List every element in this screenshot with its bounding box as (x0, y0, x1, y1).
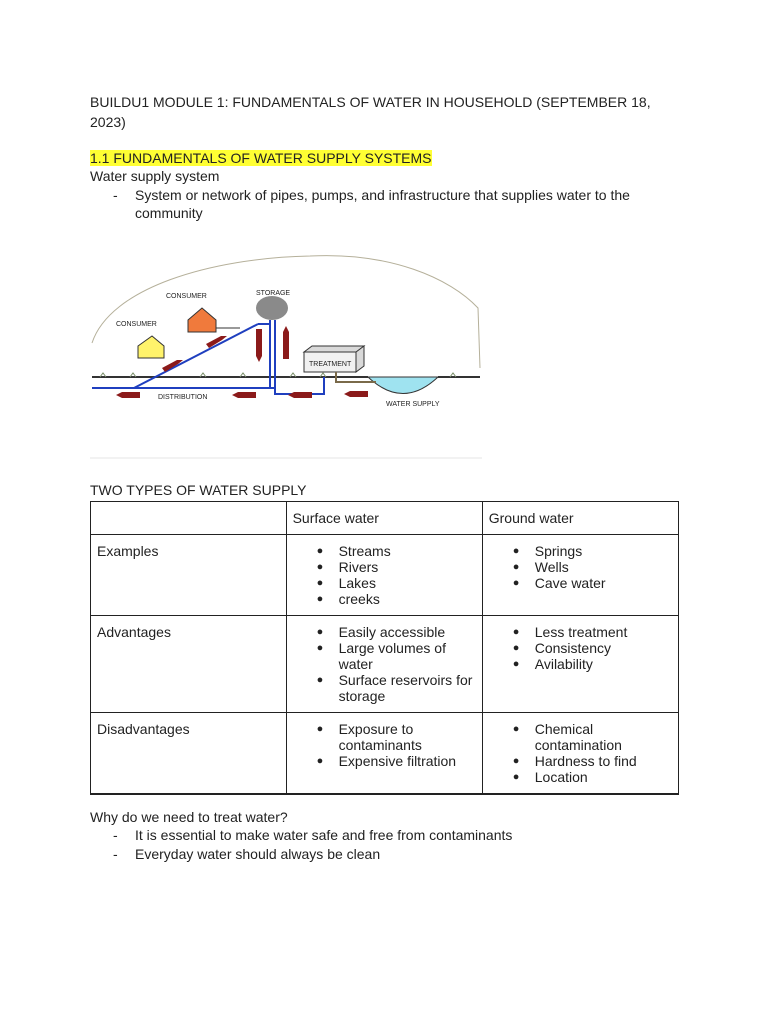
table-row (91, 535, 679, 616)
header-cell-ground: Ground water (482, 502, 678, 535)
highlighted-heading-text: 1.1 FUNDAMENTALS OF WATER SUPPLY SYSTEMS (90, 150, 432, 166)
list-item: ● Avilability (535, 656, 672, 672)
list-item: ● Streams (339, 543, 476, 559)
treat-question: Why do we need to treat water? (90, 809, 288, 825)
table-row (91, 616, 679, 713)
list-item: ● Wells (535, 559, 672, 575)
list-item: ● Chemical contamination (535, 721, 672, 753)
list-item: ● Lakes (339, 575, 476, 591)
flow-arrow (283, 326, 289, 359)
header-cell-surface: Surface water (286, 502, 482, 535)
surface-cell (286, 616, 482, 713)
ground-cell (482, 535, 678, 616)
surface-cell (286, 535, 482, 616)
list-item: ● Expensive filtration (339, 753, 476, 769)
treat-point-text: It is essential to make water safe and free from contaminants (135, 827, 513, 843)
ground-cell (482, 616, 678, 713)
surface-cell (286, 713, 482, 795)
flow-arrow (256, 329, 262, 362)
header-cell-blank (91, 502, 287, 535)
list-item: ● creeks (339, 591, 476, 607)
ground-cell (482, 713, 678, 795)
list-item: ● Hardness to find (535, 753, 672, 769)
dash-marker: - (113, 187, 118, 203)
list-item: ● Rivers (339, 559, 476, 575)
list-item: ● Cave water (535, 575, 672, 591)
list-item: ● Location (535, 769, 672, 785)
row-label: Disadvantages (91, 713, 287, 795)
label-consumer-left: CONSUMER (116, 321, 157, 328)
table-caption: TWO TYPES OF WATER SUPPLY (90, 482, 307, 498)
table-row (91, 713, 679, 795)
dash-marker: - (113, 827, 118, 843)
list-item: ● Large volumes of water (339, 640, 476, 672)
document-title: BUILDU1 MODULE 1: FUNDAMENTALS OF WATER IN HOUSEHOLD (SEPTEMBER 18, 2023) (90, 94, 651, 130)
definition-text: System or network of pipes, pumps, and infrastructure that supplies water to the community (135, 187, 630, 221)
list-item: ● Less treatment (535, 624, 672, 640)
label-distribution: DISTRIBUTION (158, 394, 208, 401)
treat-point-text: Everyday water should always be clean (135, 846, 381, 862)
section-heading (90, 149, 432, 167)
label-water-supply: WATER SUPPLY (386, 401, 440, 408)
label-treatment: TREATMENT (309, 361, 352, 368)
storage-tank (256, 296, 288, 320)
label-consumer-top: CONSUMER (166, 293, 207, 300)
list-item: ● Springs (535, 543, 672, 559)
dash-marker: - (113, 846, 118, 862)
list-item: ● Exposure to contaminants (339, 721, 476, 753)
water-supply-table (90, 501, 679, 795)
subheading: Water supply system (90, 168, 220, 184)
row-label: Advantages (91, 616, 287, 713)
label-storage: STORAGE (256, 290, 291, 297)
list-item: ● Easily accessible (339, 624, 476, 640)
list-item: ● Surface reservoirs for storage (339, 672, 476, 704)
water-supply-diagram (90, 228, 482, 460)
table-header-row (91, 502, 679, 535)
list-item: ● Consistency (535, 640, 672, 656)
row-label: Examples (91, 535, 287, 616)
